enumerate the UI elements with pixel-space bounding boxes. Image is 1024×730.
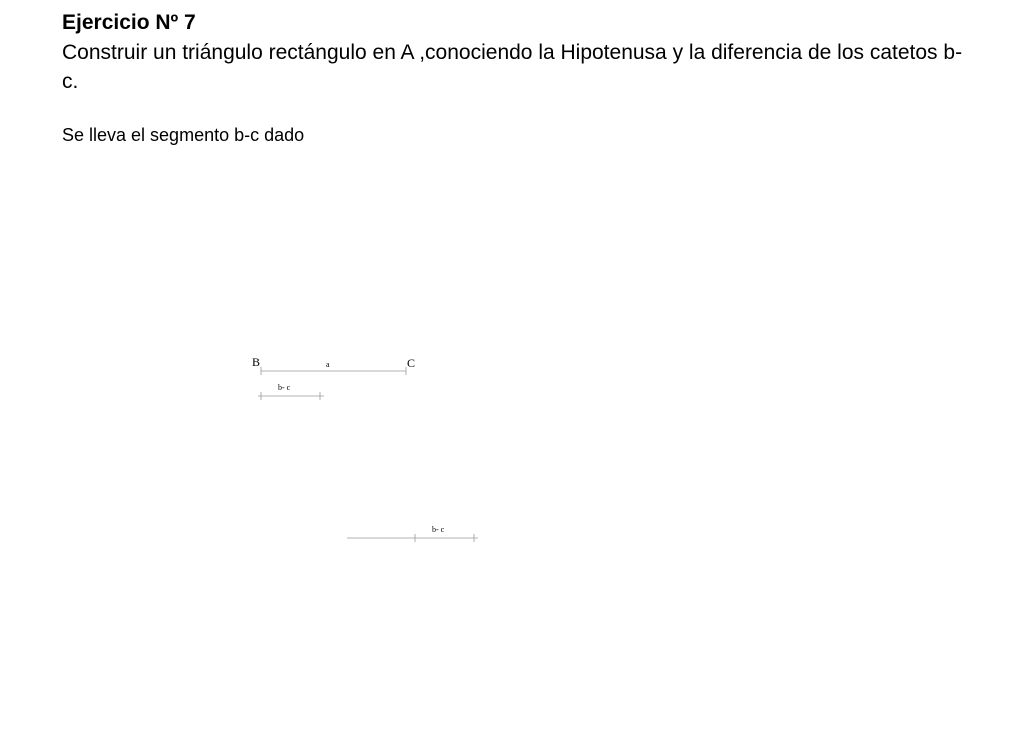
transferred-difference-label: b- c (432, 525, 445, 534)
hypotenuse-label: a (326, 360, 330, 369)
point-c-label: C (407, 356, 416, 370)
transferred-difference-segment (347, 534, 478, 542)
exercise-title: Ejercicio Nº 7 (62, 11, 196, 34)
given-difference-label: b- c (278, 383, 291, 392)
exercise-statement: Construir un triángulo rectángulo en A ,conociendo la Hipotenusa y la diferencia de los catetos b-c. (62, 41, 963, 93)
construction-step-text: Se lleva el segmento b-c dado (62, 125, 305, 145)
hypotenuse-segment (261, 367, 406, 375)
given-difference-segment (258, 392, 324, 400)
point-b-label: B (252, 355, 261, 369)
